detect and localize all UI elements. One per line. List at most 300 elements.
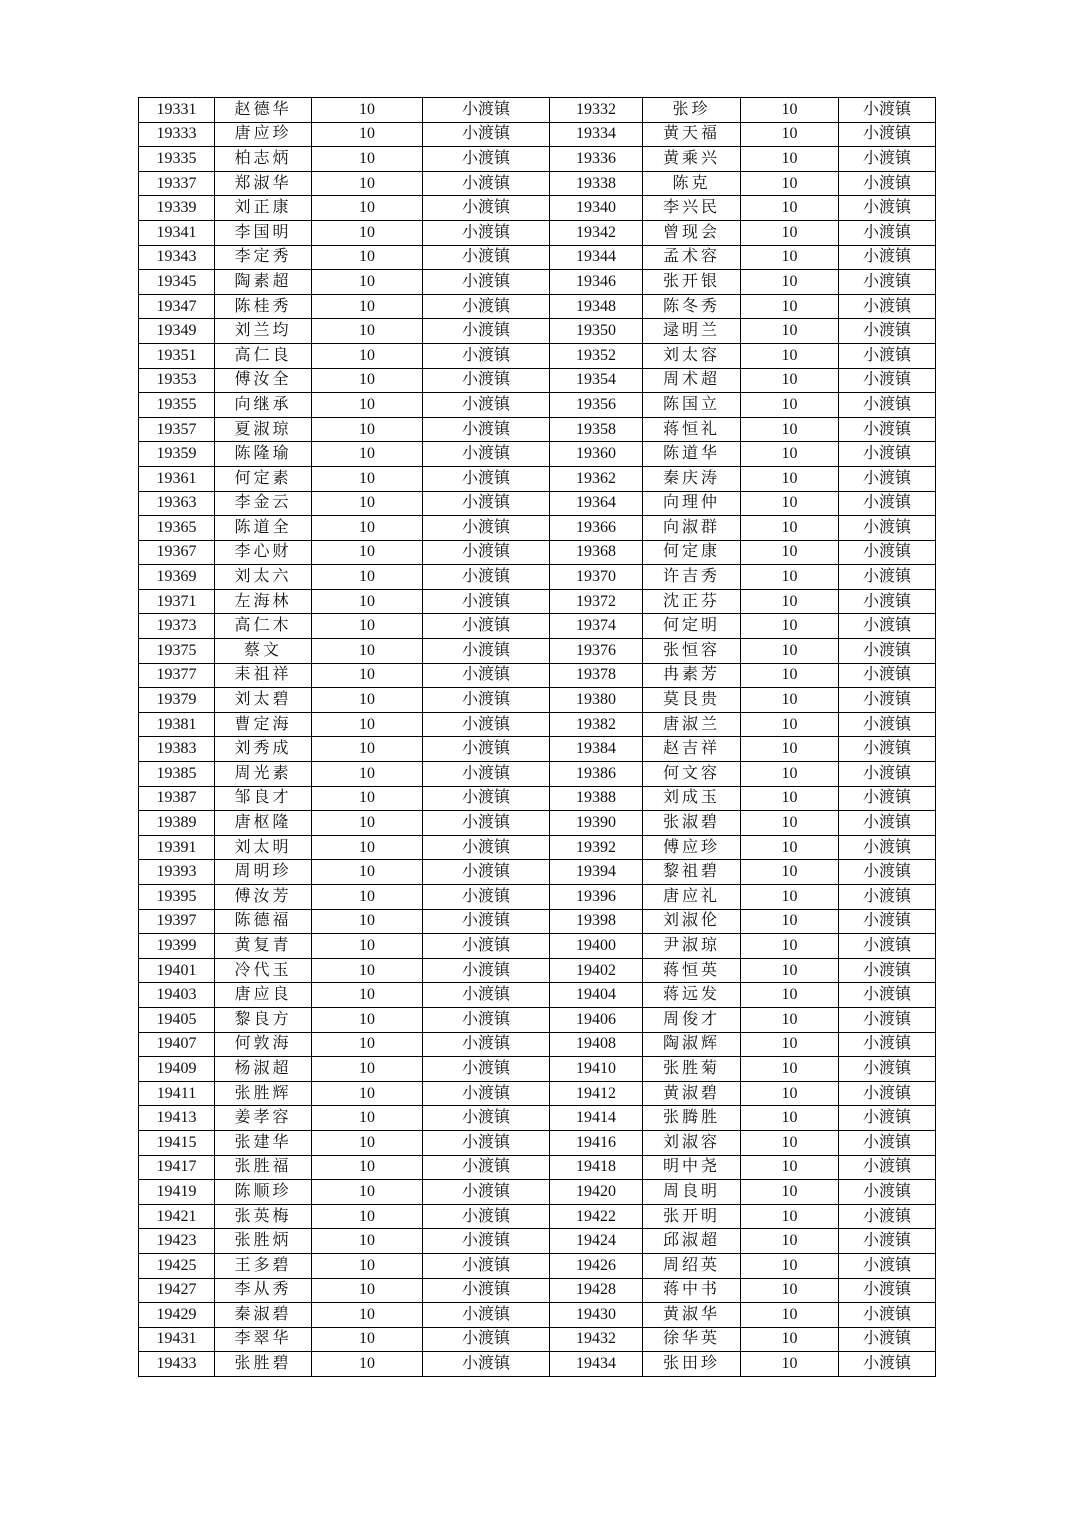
table-row <box>139 220 936 245</box>
record-id-cell: 19417 <box>139 1155 215 1180</box>
person-name-cell: 唐枢隆 <box>215 811 312 836</box>
person-name-cell: 蒋远发 <box>643 983 741 1008</box>
record-id-cell: 19365 <box>139 516 215 541</box>
person-name-cell: 张淑碧 <box>643 811 741 836</box>
record-id-cell: 19354 <box>550 368 643 393</box>
person-name-cell: 陈顺珍 <box>215 1180 312 1205</box>
person-name-cell: 夏淑琼 <box>215 417 312 442</box>
town-cell: 小渡镇 <box>423 565 550 590</box>
amount-cell: 10 <box>741 934 839 959</box>
record-id-cell: 19364 <box>550 491 643 516</box>
record-id-cell: 19388 <box>550 786 643 811</box>
person-name-cell: 陈道全 <box>215 516 312 541</box>
amount-cell: 10 <box>741 737 839 762</box>
record-id-cell: 19355 <box>139 393 215 418</box>
amount-cell: 10 <box>741 319 839 344</box>
record-id-cell: 19403 <box>139 983 215 1008</box>
amount-cell: 10 <box>312 1303 423 1328</box>
table-row <box>139 835 936 860</box>
town-cell: 小渡镇 <box>839 983 936 1008</box>
record-id-cell: 19382 <box>550 712 643 737</box>
amount-cell: 10 <box>741 614 839 639</box>
town-cell: 小渡镇 <box>839 762 936 787</box>
table-row <box>139 270 936 295</box>
record-id-cell: 19391 <box>139 835 215 860</box>
amount-cell: 10 <box>312 1081 423 1106</box>
town-cell: 小渡镇 <box>839 319 936 344</box>
town-cell: 小渡镇 <box>423 343 550 368</box>
person-name-cell: 傅应珍 <box>643 835 741 860</box>
person-name-cell: 刘成玉 <box>643 786 741 811</box>
record-id-cell: 19432 <box>550 1327 643 1352</box>
person-name-cell: 张胜辉 <box>215 1081 312 1106</box>
town-cell: 小渡镇 <box>839 220 936 245</box>
table-row <box>139 466 936 491</box>
town-cell: 小渡镇 <box>839 958 936 983</box>
table-row <box>139 958 936 983</box>
record-id-cell: 19400 <box>550 934 643 959</box>
person-name-cell: 刘正康 <box>215 196 312 221</box>
person-name-cell: 黎良方 <box>215 1007 312 1032</box>
amount-cell: 10 <box>312 811 423 836</box>
record-id-cell: 19333 <box>139 122 215 147</box>
record-id-cell: 19402 <box>550 958 643 983</box>
table-row <box>139 245 936 270</box>
town-cell: 小渡镇 <box>839 589 936 614</box>
amount-cell: 10 <box>741 171 839 196</box>
town-cell: 小渡镇 <box>423 983 550 1008</box>
record-id-cell: 19414 <box>550 1106 643 1131</box>
amount-cell: 10 <box>312 540 423 565</box>
town-cell: 小渡镇 <box>423 147 550 172</box>
table-row <box>139 614 936 639</box>
amount-cell: 10 <box>741 245 839 270</box>
record-id-cell: 19394 <box>550 860 643 885</box>
amount-cell: 10 <box>741 442 839 467</box>
record-id-cell: 19338 <box>550 171 643 196</box>
person-name-cell: 秦淑碧 <box>215 1303 312 1328</box>
table-row <box>139 98 936 123</box>
person-name-cell: 张开明 <box>643 1204 741 1229</box>
record-id-cell: 19398 <box>550 909 643 934</box>
record-id-cell: 19422 <box>550 1204 643 1229</box>
record-id-cell: 19415 <box>139 1130 215 1155</box>
person-name-cell: 沈正芬 <box>643 589 741 614</box>
person-name-cell: 柏志炳 <box>215 147 312 172</box>
town-cell: 小渡镇 <box>839 393 936 418</box>
amount-cell: 10 <box>312 712 423 737</box>
record-id-cell: 19428 <box>550 1278 643 1303</box>
amount-cell: 10 <box>741 417 839 442</box>
record-id-cell: 19367 <box>139 540 215 565</box>
record-id-cell: 19376 <box>550 639 643 664</box>
amount-cell: 10 <box>312 589 423 614</box>
person-name-cell: 赵吉祥 <box>643 737 741 762</box>
amount-cell: 10 <box>741 98 839 123</box>
person-name-cell: 陈克 <box>643 171 741 196</box>
record-id-cell: 19340 <box>550 196 643 221</box>
amount-cell: 10 <box>312 270 423 295</box>
town-cell: 小渡镇 <box>423 1130 550 1155</box>
amount-cell: 10 <box>741 491 839 516</box>
person-name-cell: 曾现会 <box>643 220 741 245</box>
town-cell: 小渡镇 <box>423 1180 550 1205</box>
person-name-cell: 高仁良 <box>215 343 312 368</box>
person-name-cell: 蔡文 <box>215 639 312 664</box>
person-name-cell: 李金云 <box>215 491 312 516</box>
table-row <box>139 762 936 787</box>
amount-cell: 10 <box>741 220 839 245</box>
town-cell: 小渡镇 <box>839 343 936 368</box>
record-id-cell: 19399 <box>139 934 215 959</box>
town-cell: 小渡镇 <box>423 1081 550 1106</box>
town-cell: 小渡镇 <box>423 171 550 196</box>
town-cell: 小渡镇 <box>423 688 550 713</box>
record-id-cell: 19409 <box>139 1057 215 1082</box>
town-cell: 小渡镇 <box>423 417 550 442</box>
amount-cell: 10 <box>741 1106 839 1131</box>
amount-cell: 10 <box>741 1057 839 1082</box>
town-cell: 小渡镇 <box>423 811 550 836</box>
table-row <box>139 1253 936 1278</box>
amount-cell: 10 <box>741 589 839 614</box>
town-cell: 小渡镇 <box>839 417 936 442</box>
person-name-cell: 陈桂秀 <box>215 294 312 319</box>
amount-cell: 10 <box>741 196 839 221</box>
person-name-cell: 周绍英 <box>643 1253 741 1278</box>
town-cell: 小渡镇 <box>423 516 550 541</box>
record-id-cell: 19351 <box>139 343 215 368</box>
amount-cell: 10 <box>312 762 423 787</box>
town-cell: 小渡镇 <box>839 639 936 664</box>
table-row <box>139 442 936 467</box>
record-id-cell: 19368 <box>550 540 643 565</box>
amount-cell: 10 <box>312 663 423 688</box>
person-name-cell: 陈德福 <box>215 909 312 934</box>
person-name-cell: 张胜菊 <box>643 1057 741 1082</box>
town-cell: 小渡镇 <box>839 860 936 885</box>
person-name-cell: 张胜碧 <box>215 1352 312 1377</box>
person-name-cell: 逯明兰 <box>643 319 741 344</box>
person-name-cell: 黄乘兴 <box>643 147 741 172</box>
town-cell: 小渡镇 <box>423 712 550 737</box>
record-id-cell: 19363 <box>139 491 215 516</box>
record-id-cell: 19336 <box>550 147 643 172</box>
amount-cell: 10 <box>312 1327 423 1352</box>
person-name-cell: 张恒容 <box>643 639 741 664</box>
record-id-cell: 19349 <box>139 319 215 344</box>
record-id-cell: 19350 <box>550 319 643 344</box>
record-id-cell: 19334 <box>550 122 643 147</box>
record-id-cell: 19373 <box>139 614 215 639</box>
town-cell: 小渡镇 <box>423 1057 550 1082</box>
amount-cell: 10 <box>312 786 423 811</box>
table-row <box>139 1057 936 1082</box>
record-id-cell: 19331 <box>139 98 215 123</box>
town-cell: 小渡镇 <box>839 516 936 541</box>
town-cell: 小渡镇 <box>423 368 550 393</box>
person-name-cell: 何文容 <box>643 762 741 787</box>
table-row <box>139 885 936 910</box>
town-cell: 小渡镇 <box>423 639 550 664</box>
town-cell: 小渡镇 <box>839 688 936 713</box>
record-id-cell: 19410 <box>550 1057 643 1082</box>
town-cell: 小渡镇 <box>839 491 936 516</box>
record-id-cell: 19418 <box>550 1155 643 1180</box>
person-name-cell: 陈冬秀 <box>643 294 741 319</box>
person-name-cell: 刘太容 <box>643 343 741 368</box>
person-name-cell: 李定秀 <box>215 245 312 270</box>
person-name-cell: 黄淑华 <box>643 1303 741 1328</box>
town-cell: 小渡镇 <box>839 1278 936 1303</box>
amount-cell: 10 <box>741 663 839 688</box>
record-id-cell: 19408 <box>550 1032 643 1057</box>
person-name-cell: 陈隆瑜 <box>215 442 312 467</box>
town-cell: 小渡镇 <box>423 98 550 123</box>
town-cell: 小渡镇 <box>423 1229 550 1254</box>
record-id-cell: 19421 <box>139 1204 215 1229</box>
amount-cell: 10 <box>741 885 839 910</box>
record-id-cell: 19383 <box>139 737 215 762</box>
town-cell: 小渡镇 <box>423 491 550 516</box>
town-cell: 小渡镇 <box>423 1155 550 1180</box>
amount-cell: 10 <box>741 762 839 787</box>
town-cell: 小渡镇 <box>839 565 936 590</box>
person-name-cell: 曹定海 <box>215 712 312 737</box>
person-name-cell: 周光素 <box>215 762 312 787</box>
amount-cell: 10 <box>741 835 839 860</box>
amount-cell: 10 <box>312 835 423 860</box>
person-name-cell: 黄复青 <box>215 934 312 959</box>
record-id-cell: 19416 <box>550 1130 643 1155</box>
amount-cell: 10 <box>741 1032 839 1057</box>
table-row <box>139 343 936 368</box>
record-id-cell: 19352 <box>550 343 643 368</box>
person-name-cell: 张田珍 <box>643 1352 741 1377</box>
amount-cell: 10 <box>741 122 839 147</box>
person-name-cell: 孟术容 <box>643 245 741 270</box>
amount-cell: 10 <box>741 1007 839 1032</box>
record-id-cell: 19344 <box>550 245 643 270</box>
amount-cell: 10 <box>741 1229 839 1254</box>
record-id-cell: 19427 <box>139 1278 215 1303</box>
amount-cell: 10 <box>741 1352 839 1377</box>
town-cell: 小渡镇 <box>423 1106 550 1131</box>
person-name-cell: 许吉秀 <box>643 565 741 590</box>
amount-cell: 10 <box>741 147 839 172</box>
person-name-cell: 郑淑华 <box>215 171 312 196</box>
record-id-cell: 19401 <box>139 958 215 983</box>
amount-cell: 10 <box>312 122 423 147</box>
record-id-cell: 19360 <box>550 442 643 467</box>
amount-cell: 10 <box>312 1106 423 1131</box>
town-cell: 小渡镇 <box>423 245 550 270</box>
table-row <box>139 909 936 934</box>
person-name-cell: 陈道华 <box>643 442 741 467</box>
person-name-cell: 刘秀成 <box>215 737 312 762</box>
town-cell: 小渡镇 <box>839 171 936 196</box>
amount-cell: 10 <box>741 786 839 811</box>
town-cell: 小渡镇 <box>423 196 550 221</box>
town-cell: 小渡镇 <box>423 1303 550 1328</box>
amount-cell: 10 <box>741 1081 839 1106</box>
table-row <box>139 1106 936 1131</box>
record-id-cell: 19332 <box>550 98 643 123</box>
table-row <box>139 1130 936 1155</box>
table-row <box>139 860 936 885</box>
town-cell: 小渡镇 <box>423 1253 550 1278</box>
table-row <box>139 1278 936 1303</box>
person-name-cell: 左海林 <box>215 589 312 614</box>
person-name-cell: 周俊才 <box>643 1007 741 1032</box>
town-cell: 小渡镇 <box>839 712 936 737</box>
table-row <box>139 147 936 172</box>
person-name-cell: 黎祖碧 <box>643 860 741 885</box>
person-name-cell: 向继承 <box>215 393 312 418</box>
amount-cell: 10 <box>312 1253 423 1278</box>
table-row <box>139 393 936 418</box>
record-id-cell: 19420 <box>550 1180 643 1205</box>
town-cell: 小渡镇 <box>423 614 550 639</box>
record-id-cell: 19337 <box>139 171 215 196</box>
amount-cell: 10 <box>741 909 839 934</box>
record-id-cell: 19356 <box>550 393 643 418</box>
record-id-cell: 19342 <box>550 220 643 245</box>
record-id-cell: 19381 <box>139 712 215 737</box>
amount-cell: 10 <box>312 860 423 885</box>
record-id-cell: 19343 <box>139 245 215 270</box>
record-id-cell: 19348 <box>550 294 643 319</box>
person-name-cell: 张胜福 <box>215 1155 312 1180</box>
amount-cell: 10 <box>312 885 423 910</box>
record-id-cell: 19384 <box>550 737 643 762</box>
person-name-cell: 秦庆涛 <box>643 466 741 491</box>
person-name-cell: 耒祖祥 <box>215 663 312 688</box>
person-name-cell: 周术超 <box>643 368 741 393</box>
table-row <box>139 737 936 762</box>
record-id-cell: 19346 <box>550 270 643 295</box>
town-cell: 小渡镇 <box>423 909 550 934</box>
town-cell: 小渡镇 <box>839 1180 936 1205</box>
town-cell: 小渡镇 <box>839 1032 936 1057</box>
table-row <box>139 712 936 737</box>
table-row <box>139 294 936 319</box>
town-cell: 小渡镇 <box>423 860 550 885</box>
amount-cell: 10 <box>312 343 423 368</box>
amount-cell: 10 <box>312 1229 423 1254</box>
record-id-cell: 19423 <box>139 1229 215 1254</box>
amount-cell: 10 <box>312 1130 423 1155</box>
record-id-cell: 19429 <box>139 1303 215 1328</box>
record-id-cell: 19393 <box>139 860 215 885</box>
amount-cell: 10 <box>741 1155 839 1180</box>
table-row <box>139 417 936 442</box>
amount-cell: 10 <box>312 614 423 639</box>
person-name-cell: 刘太明 <box>215 835 312 860</box>
amount-cell: 10 <box>312 294 423 319</box>
person-name-cell: 陶淑辉 <box>643 1032 741 1057</box>
town-cell: 小渡镇 <box>839 1327 936 1352</box>
person-name-cell: 向淑群 <box>643 516 741 541</box>
record-id-cell: 19413 <box>139 1106 215 1131</box>
amount-cell: 10 <box>741 393 839 418</box>
town-cell: 小渡镇 <box>839 663 936 688</box>
amount-cell: 10 <box>312 466 423 491</box>
table-row <box>139 786 936 811</box>
town-cell: 小渡镇 <box>423 1032 550 1057</box>
amount-cell: 10 <box>312 245 423 270</box>
amount-cell: 10 <box>312 1057 423 1082</box>
amount-cell: 10 <box>312 1007 423 1032</box>
table-row <box>139 565 936 590</box>
amount-cell: 10 <box>741 1327 839 1352</box>
table-row <box>139 1327 936 1352</box>
record-id-cell: 19375 <box>139 639 215 664</box>
town-cell: 小渡镇 <box>423 122 550 147</box>
record-id-cell: 19404 <box>550 983 643 1008</box>
town-cell: 小渡镇 <box>423 786 550 811</box>
person-name-cell: 李心财 <box>215 540 312 565</box>
town-cell: 小渡镇 <box>423 442 550 467</box>
record-id-cell: 19434 <box>550 1352 643 1377</box>
record-id-cell: 19412 <box>550 1081 643 1106</box>
town-cell: 小渡镇 <box>839 786 936 811</box>
record-id-cell: 19347 <box>139 294 215 319</box>
table-row <box>139 122 936 147</box>
amount-cell: 10 <box>741 270 839 295</box>
amount-cell: 10 <box>312 1352 423 1377</box>
town-cell: 小渡镇 <box>423 319 550 344</box>
amount-cell: 10 <box>312 491 423 516</box>
person-name-cell: 明中尧 <box>643 1155 741 1180</box>
table-row <box>139 196 936 221</box>
record-id-cell: 19378 <box>550 663 643 688</box>
amount-cell: 10 <box>312 909 423 934</box>
amount-cell: 10 <box>741 540 839 565</box>
record-id-cell: 19426 <box>550 1253 643 1278</box>
record-id-cell: 19379 <box>139 688 215 713</box>
record-id-cell: 19419 <box>139 1180 215 1205</box>
record-id-cell: 19389 <box>139 811 215 836</box>
town-cell: 小渡镇 <box>423 835 550 860</box>
record-id-cell: 19406 <box>550 1007 643 1032</box>
record-id-cell: 19369 <box>139 565 215 590</box>
table-row <box>139 1204 936 1229</box>
person-name-cell: 唐应礼 <box>643 885 741 910</box>
amount-cell: 10 <box>741 1278 839 1303</box>
person-name-cell: 傅汝全 <box>215 368 312 393</box>
town-cell: 小渡镇 <box>423 1204 550 1229</box>
record-id-cell: 19361 <box>139 466 215 491</box>
person-name-cell: 莫艮贵 <box>643 688 741 713</box>
amount-cell: 10 <box>312 220 423 245</box>
town-cell: 小渡镇 <box>839 147 936 172</box>
town-cell: 小渡镇 <box>839 122 936 147</box>
town-cell: 小渡镇 <box>839 885 936 910</box>
record-id-cell: 19353 <box>139 368 215 393</box>
town-cell: 小渡镇 <box>839 270 936 295</box>
record-id-cell: 19411 <box>139 1081 215 1106</box>
town-cell: 小渡镇 <box>839 540 936 565</box>
record-id-cell: 19374 <box>550 614 643 639</box>
table-row <box>139 983 936 1008</box>
record-id-cell: 19386 <box>550 762 643 787</box>
table-row <box>139 368 936 393</box>
town-cell: 小渡镇 <box>839 1155 936 1180</box>
person-name-cell: 何定素 <box>215 466 312 491</box>
town-cell: 小渡镇 <box>423 1278 550 1303</box>
amount-cell: 10 <box>312 196 423 221</box>
